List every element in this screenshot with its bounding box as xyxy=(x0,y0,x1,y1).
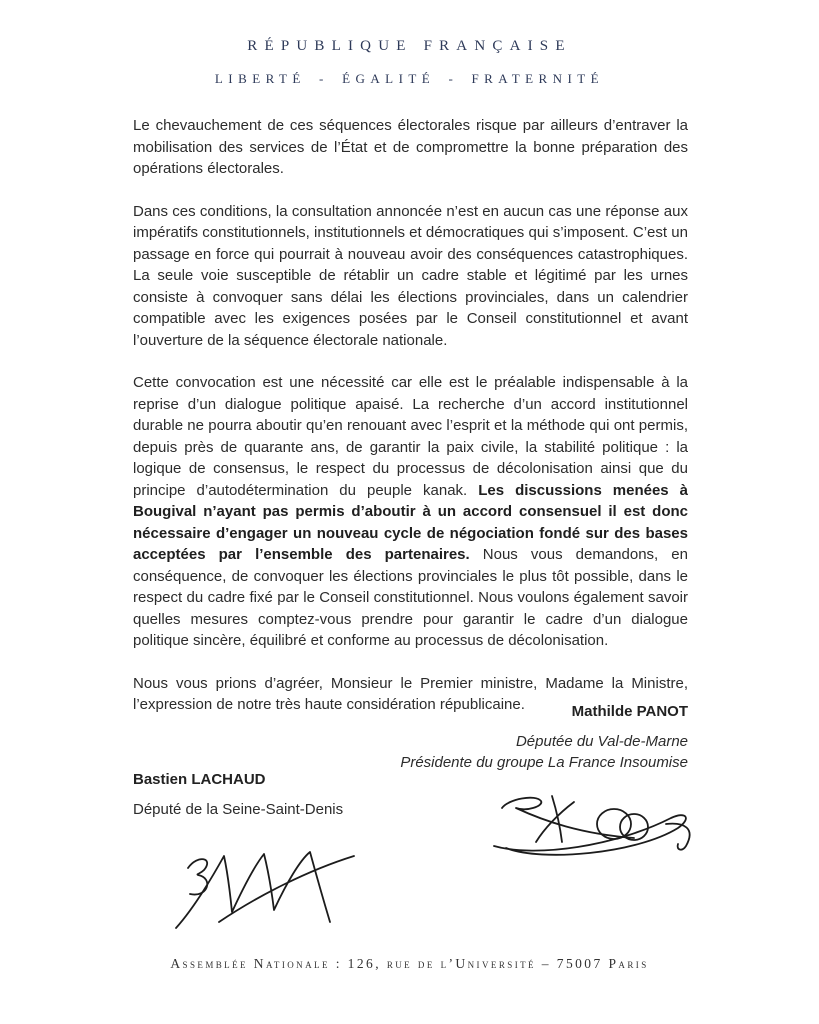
signatory-block-lachaud xyxy=(133,769,343,820)
paragraph-convocation-bold: Les discussions menées à Bougival n’ayant pas permis d’aboutir à un accord consensuel il est donc nécessaire d’engager un nouveau cycle de négociation fondé sur des bases acceptées par l’ensemble des partenaires. xyxy=(133,481,688,563)
signatory-block-panot xyxy=(400,701,688,773)
signatory-name-panot: Mathilde PANOT xyxy=(571,703,688,720)
handwritten-signature-lachaud-icon xyxy=(164,840,359,935)
letterhead xyxy=(0,0,819,87)
paragraph-convocation xyxy=(133,372,688,652)
paragraph-electoral-overlap: Le chevauchement de ces séquences électorales risque par ailleurs d’entraver la mobilisation des services de l’État et de compromettre la bonne préparation des opérations électorales. xyxy=(133,117,688,177)
closing-paragraph: Nous vous prions d’agréer, Monsieur le Premier ministre, Madame la Ministre, l’expression de notre très haute considération républicaine. xyxy=(133,674,688,713)
republique-francaise-heading: RÉPUBLIQUE FRANÇAISE xyxy=(247,38,572,54)
signatory-name-lachaud: Bastien LACHAUD xyxy=(133,771,266,788)
liberte-egalite-fraternite-heading: LIBERTÉ - ÉGALITÉ - FRATERNITÉ xyxy=(214,71,605,86)
paragraph-consultation: Dans ces conditions, la consultation annoncée n’est en aucun cas une réponse aux impératifs constitutionnels, institutionnels et démocratiques qui s’imposent. C’est un passage en force qui pourrait à nouveau avoir des conséquences catastrophiques. La seule voie susceptible de rétablir un cadre stable et légitimé par les urnes consiste à convoquer sans délai les élections provinciales, dans un calendrier compatible avec les exigences posées par le Conseil constitutionnel et avant l’ouverture de la séquence électorale nationale. xyxy=(133,202,688,349)
assemblee-nationale-footer: Assemblée Nationale : 126, rue de l’Université – 75007 Paris xyxy=(170,956,649,971)
paragraph-convocation-lead: Cette convocation est une nécessité car elle est le préalable indispensable à la reprise d’un dialogue politique apaisé. La recherche d’un accord institutionnel durable ne pourra aboutir qu’en renouant avec l’esprit et la méthode qui ont permis, depuis près de quarante ans, de garantir la paix civile, la stabilité politique : la logique de consensus, le respect du processus de décolonisation ainsi que du principe d’autodétermination du peuple kanak. xyxy=(133,374,688,499)
signatory-title-panot-1: Députée du Val-de-Marne xyxy=(515,733,688,750)
handwritten-signature-panot-icon xyxy=(486,784,701,866)
paragraph-convocation-tail: Nous vous demandons, en conséquence, de convoquer les élections provinciales le plus tôt possible, dans le respect du cadre fixé par le Conseil constitutionnel. Nous voulons également savoir quelles mesures comptez-vous prendre pour garantir le cadre d’un dialogue politique sincère, équilibré et conforme au processus de décolonisation. xyxy=(133,546,688,649)
signatory-title-panot-2: Présidente du groupe La France Insoumise xyxy=(400,754,688,771)
letter-body xyxy=(133,115,688,716)
signatory-title-lachaud: Député de la Seine-Saint-Denis xyxy=(133,801,344,818)
